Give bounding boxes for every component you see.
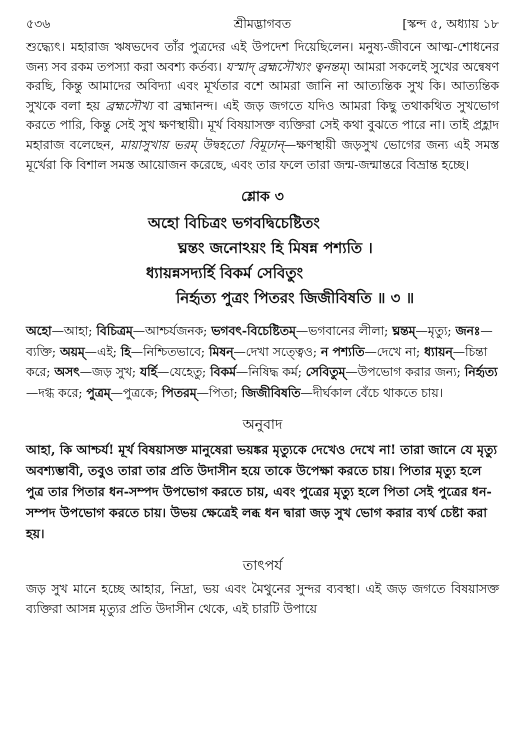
translation-text: আহা, কি আশ্চর্য! মূর্খ বিষয়াসক্ত মানুষেরা ভয়ঙ্কর মৃত্যুকে দেখেও দেখে না! তারা জানে যে মৃত্যু অবশ্যম্ভাবী, তবুও তারা তার প্রতি উদাসীন হয়ে তাকে উপেক্ষা করতে চায়। পিতার মৃত্যু হলে পুত্র তার পিতার ধন-সম্পদ উপভোগ করতে চায়, এবং পুত্রের মৃত্যু হলে পিতা সেই পুত্রের ধন-সম্পদ উপভোগ করতে চায়। উভয় ক্ষেত্রেই লব্ধ ধন দ্বারা জড় সুখ ভোগ করার ব্যর্থ চেষ্টা করা হয়।: [26, 442, 498, 542]
synonym-dash: —: [130, 344, 144, 359]
verse-line: অহো বিচিত্রং ভগবদ্বিচেষ্টিতং: [148, 214, 320, 233]
synonym-dash: —: [157, 365, 170, 380]
sanskrit-quote: যস্মাদ্ ব্রহ্মসৌখ্যং ত্বনন্তম্: [225, 59, 346, 74]
synonym-word: ভগবৎ-বিচেষ্টিতম্: [211, 323, 296, 339]
page-number: ৫৩৬: [26, 16, 51, 31]
synonym-dash: —: [132, 324, 146, 339]
sanskrit-quote: মায়াসুখায় ভরম্ উদ্বহতো বিমূঢান্: [119, 137, 284, 152]
synonym-meaning: নিষিদ্ধ কর্ম;: [248, 365, 306, 380]
synonym-dash: —: [415, 324, 428, 339]
synonym-meaning: যেহেতু;: [169, 365, 211, 380]
synonym-meaning: ভগবানের লীলা;: [308, 324, 393, 339]
synonym-meaning: মৃত্যু;: [427, 324, 456, 339]
translation-heading: অনুবাদ: [242, 417, 283, 434]
synonym-word: সেবিতুম্: [305, 364, 346, 380]
text-run: শুদ্ধ্যেৎ। মহারাজ ঋষভদেব তাঁর পুত্রদের এই উপদেশ দিয়েছিলেন। মনুষ্য-জীবনে আত্ম-শোধনের জন্য সব রকম তপস্যা করা অবশ্য কর্তব্য।: [26, 40, 499, 74]
synonym-dash: —: [452, 344, 466, 359]
synonym-dash: —: [84, 344, 97, 359]
synonym-word: নির্হৃত্য: [464, 364, 498, 380]
synonym-word: পুত্রম্: [86, 384, 111, 400]
synonym-meaning: দেখে না;: [376, 344, 425, 359]
verse-text: [26, 211, 499, 311]
sanskrit-term: ব্রহ্মসৌখ্য: [105, 98, 153, 113]
synonym-meaning: আশ্চর্যজনক;: [145, 324, 212, 339]
verse-line: ধ্যায়ন্নসদ্যর্হি বিকর্ম সেবিতুং: [146, 264, 304, 283]
synonym-word: ঘ্নন্তম্: [392, 323, 416, 339]
page: [0, 10, 521, 735]
synonym-word: জিজীবিষতি: [241, 384, 301, 400]
synonym-dash: —: [295, 324, 309, 339]
synonym-word: বিচিত্রম্: [96, 323, 133, 339]
verse-line: ঘ্নন্তং জনোঽয়ং হি মিষন্ন পশ্যতি ।: [178, 239, 373, 258]
synonym-dash: —: [300, 385, 313, 400]
synonym-dash: —: [196, 385, 209, 400]
book-title: শ্রীমদ্ভাগবত: [233, 16, 292, 31]
synonym-dash: —: [233, 344, 246, 359]
synonym-dash: —: [110, 385, 123, 400]
synonym-meaning: পুত্রকে;: [122, 385, 162, 400]
synonym-meaning: উপভোগ করার জন্য;: [357, 365, 465, 380]
synonym-dash: —: [235, 365, 249, 380]
synonym-word: পিতরম্: [161, 384, 197, 400]
synonym-meaning: দেখা সত্ত্বেও;: [245, 344, 321, 359]
synonym-dash: —: [51, 324, 64, 339]
synonym-word: অয়ম্: [59, 343, 85, 359]
purport-heading: তাৎপর্য: [242, 558, 283, 575]
synonym-meaning: জড় সুখ;: [92, 365, 140, 380]
synonym-meaning: পিতা;: [208, 385, 242, 400]
text-run: । আমরা সকলেই সুখের অন্বেষণ করছি, কিন্তু আমাদের অবিদ্যা এবং মূর্খতার বশে আমরা জানি না আত্যন্তিক সুখ কি। আত্যন্তিক সুখকে বলা হয়: [26, 59, 499, 113]
synonym-dash: —: [345, 365, 358, 380]
synonym-meaning: দগ্ধ করে;: [38, 385, 87, 400]
synonym-word: ধ্যায়ন্: [424, 343, 453, 359]
synonym-word: যর্হি: [139, 364, 158, 380]
synonyms: [26, 321, 499, 403]
synonym-dash: —: [364, 344, 377, 359]
verse-heading: শ্লোক ৩: [241, 189, 284, 206]
synonym-meaning: চিন্তা করে;: [26, 344, 488, 380]
verse-line: নির্হৃত্য পুত্রং পিতরং জিজীবিষতি ॥ ৩ ॥: [176, 289, 415, 308]
synonym-word: হি: [120, 343, 131, 359]
synonym-dash: —: [79, 365, 93, 380]
synonym-word: অহো: [26, 323, 52, 339]
text-run: বা ব্রহ্মানন্দ। এই জড় জগতে যদিও আমরা কিছু তথাকথিত সুখভোগ করতে পারি, কিন্তু সেই সুখ ক্ষণস্থায়ী। মূর্খ বিষয়াসক্ত ব্যক্তিরা সেই কথা বুঝতে পারে না। তাই প্রহ্লাদ মহারাজ বলেছেন,: [26, 98, 499, 152]
synonym-word: অসৎ: [54, 364, 80, 380]
synonym-meaning: ব্যক্তি;: [26, 344, 60, 359]
synonym-word: মিষন্: [209, 343, 234, 359]
synonym-word: ন পশ্যতি: [320, 343, 365, 359]
synonym-meaning: এই;: [96, 344, 121, 359]
synonym-dash: —: [480, 324, 493, 339]
synonym-meaning: আহা;: [63, 324, 97, 339]
previous-purport: [26, 38, 499, 175]
purport-text: জড় সুখ মানে হচ্ছে আহার, নিদ্রা, ভয় এবং মৈথুনের সুন্দর ব্যবস্থা। এই জড় জগতে বিষয়াসক্ত ব্যক্তিরা আসন্ন মৃত্যুর প্রতি উদাসীন থেকে, এই চারটি উপায়ে: [26, 582, 499, 616]
text-run: —ক্ষণস্থায়ী জড়সুখ ভোগের জন্য এই সমস্ত মূর্খেরা কি বিশাল সমস্ত আয়োজন করেছে, এবং তার ফলে তারা জন্ম-জন্মান্তরে বিভ্রান্ত হচ্ছে।: [26, 137, 500, 172]
synonym-meaning: দীর্ঘকাল বেঁচে থাকতে চায়।: [312, 385, 444, 400]
page-header: [26, 10, 499, 38]
synonym-word: জনঃ: [455, 323, 481, 339]
canto-chapter: [স্কন্দ ৫, অধ্যায় ১৮: [402, 16, 499, 31]
synonym-word: বিকর্ম: [210, 364, 236, 380]
synonym-dash: —: [26, 385, 39, 400]
synonym-meaning: নিশ্চিতভাবে;: [143, 344, 209, 359]
